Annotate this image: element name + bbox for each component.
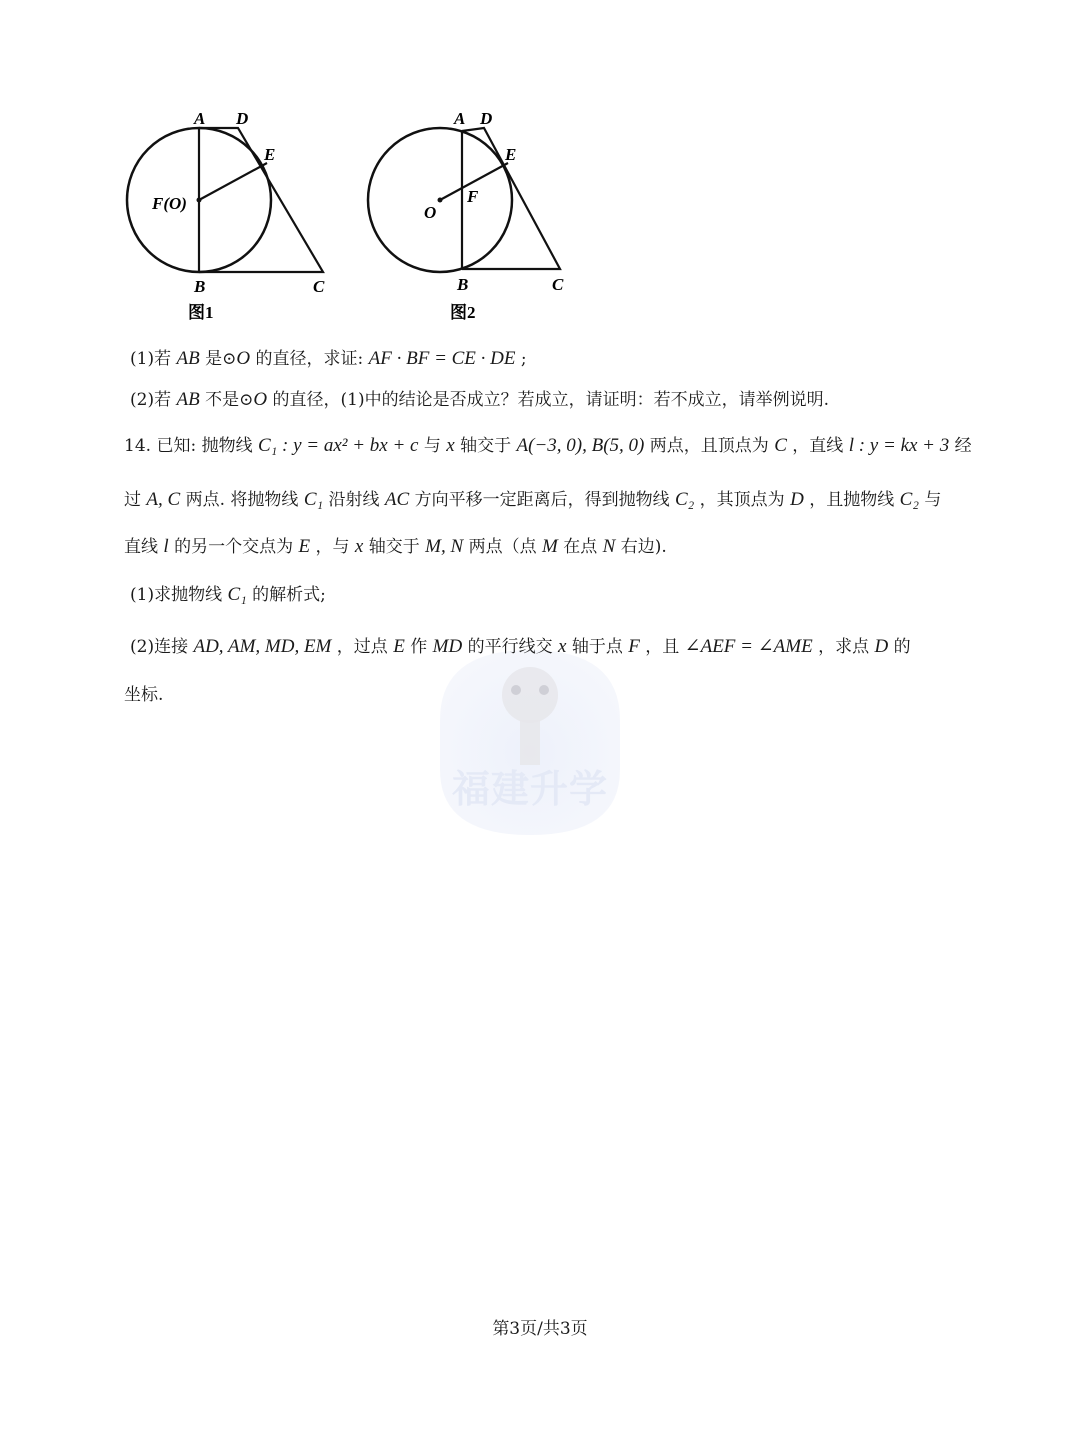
q13-part-1: (1)若 AB 是⊙O 的直径，求证: AF · BF = CE · DE ; [130,348,527,369]
label-b: B [457,275,469,294]
label-e: E [264,145,276,164]
figure-1-caption: 图1 [188,303,214,322]
page-footer: 第3页/共3页 [492,1319,588,1339]
watermark [420,640,640,840]
q13-part-2: (2)若 AB 不是⊙O 的直径，(1)中的结论是否成立？若成立，请证明：若不成立，请举例说明. [130,389,829,410]
q14-line-2: 过 A, C 两点. 将抛物线 C₁ 沿射线 AC 方向平移一定距离后，得到抛物线 C₂ ，其顶点为 D ，且抛物线 C₂ 与 [124,489,942,510]
q14-line-1: 14. 已知: 抛物线 C₁ : y = ax² + bx + c 与 x 轴交于 A(−3, 0), B(5, 0) 两点，且顶点为 C ，直线 l : y = kx + 3 经 [124,435,972,456]
q14-part-2-continued: 坐标. [124,685,164,705]
figure-2 [362,100,582,325]
label-c: C [552,275,564,294]
label-center: F(O) [152,194,187,213]
label-d: D [236,109,249,128]
label-a: A [194,109,206,128]
figure-2-caption: 图2 [450,303,476,322]
figure-1 [120,100,340,325]
q14-part-1: (1)求抛物线 C₁ 的解析式; [130,584,326,605]
label-c: C [313,277,325,296]
label-d: D [480,109,493,128]
q14-part-2: (2)连接 AD, AM, MD, EM ，过点 E 作 MD 的平行线交 x 轴于点 F ，且 ∠AEF = ∠AME ，求点 D 的 [130,636,911,657]
q13-formula: AF · BF = CE · DE [368,348,516,369]
watermark-text: 福建升学 [452,767,609,811]
q14-line-3: 直线 l 的另一个交点为 E ，与 x 轴交于 M, N 两点（点 M 在点 N 右边). [124,536,667,557]
label-f: F [467,187,479,206]
label-e: E [505,145,517,164]
label-o: O [424,203,437,222]
label-a: A [454,109,466,128]
label-b: B [194,277,206,296]
